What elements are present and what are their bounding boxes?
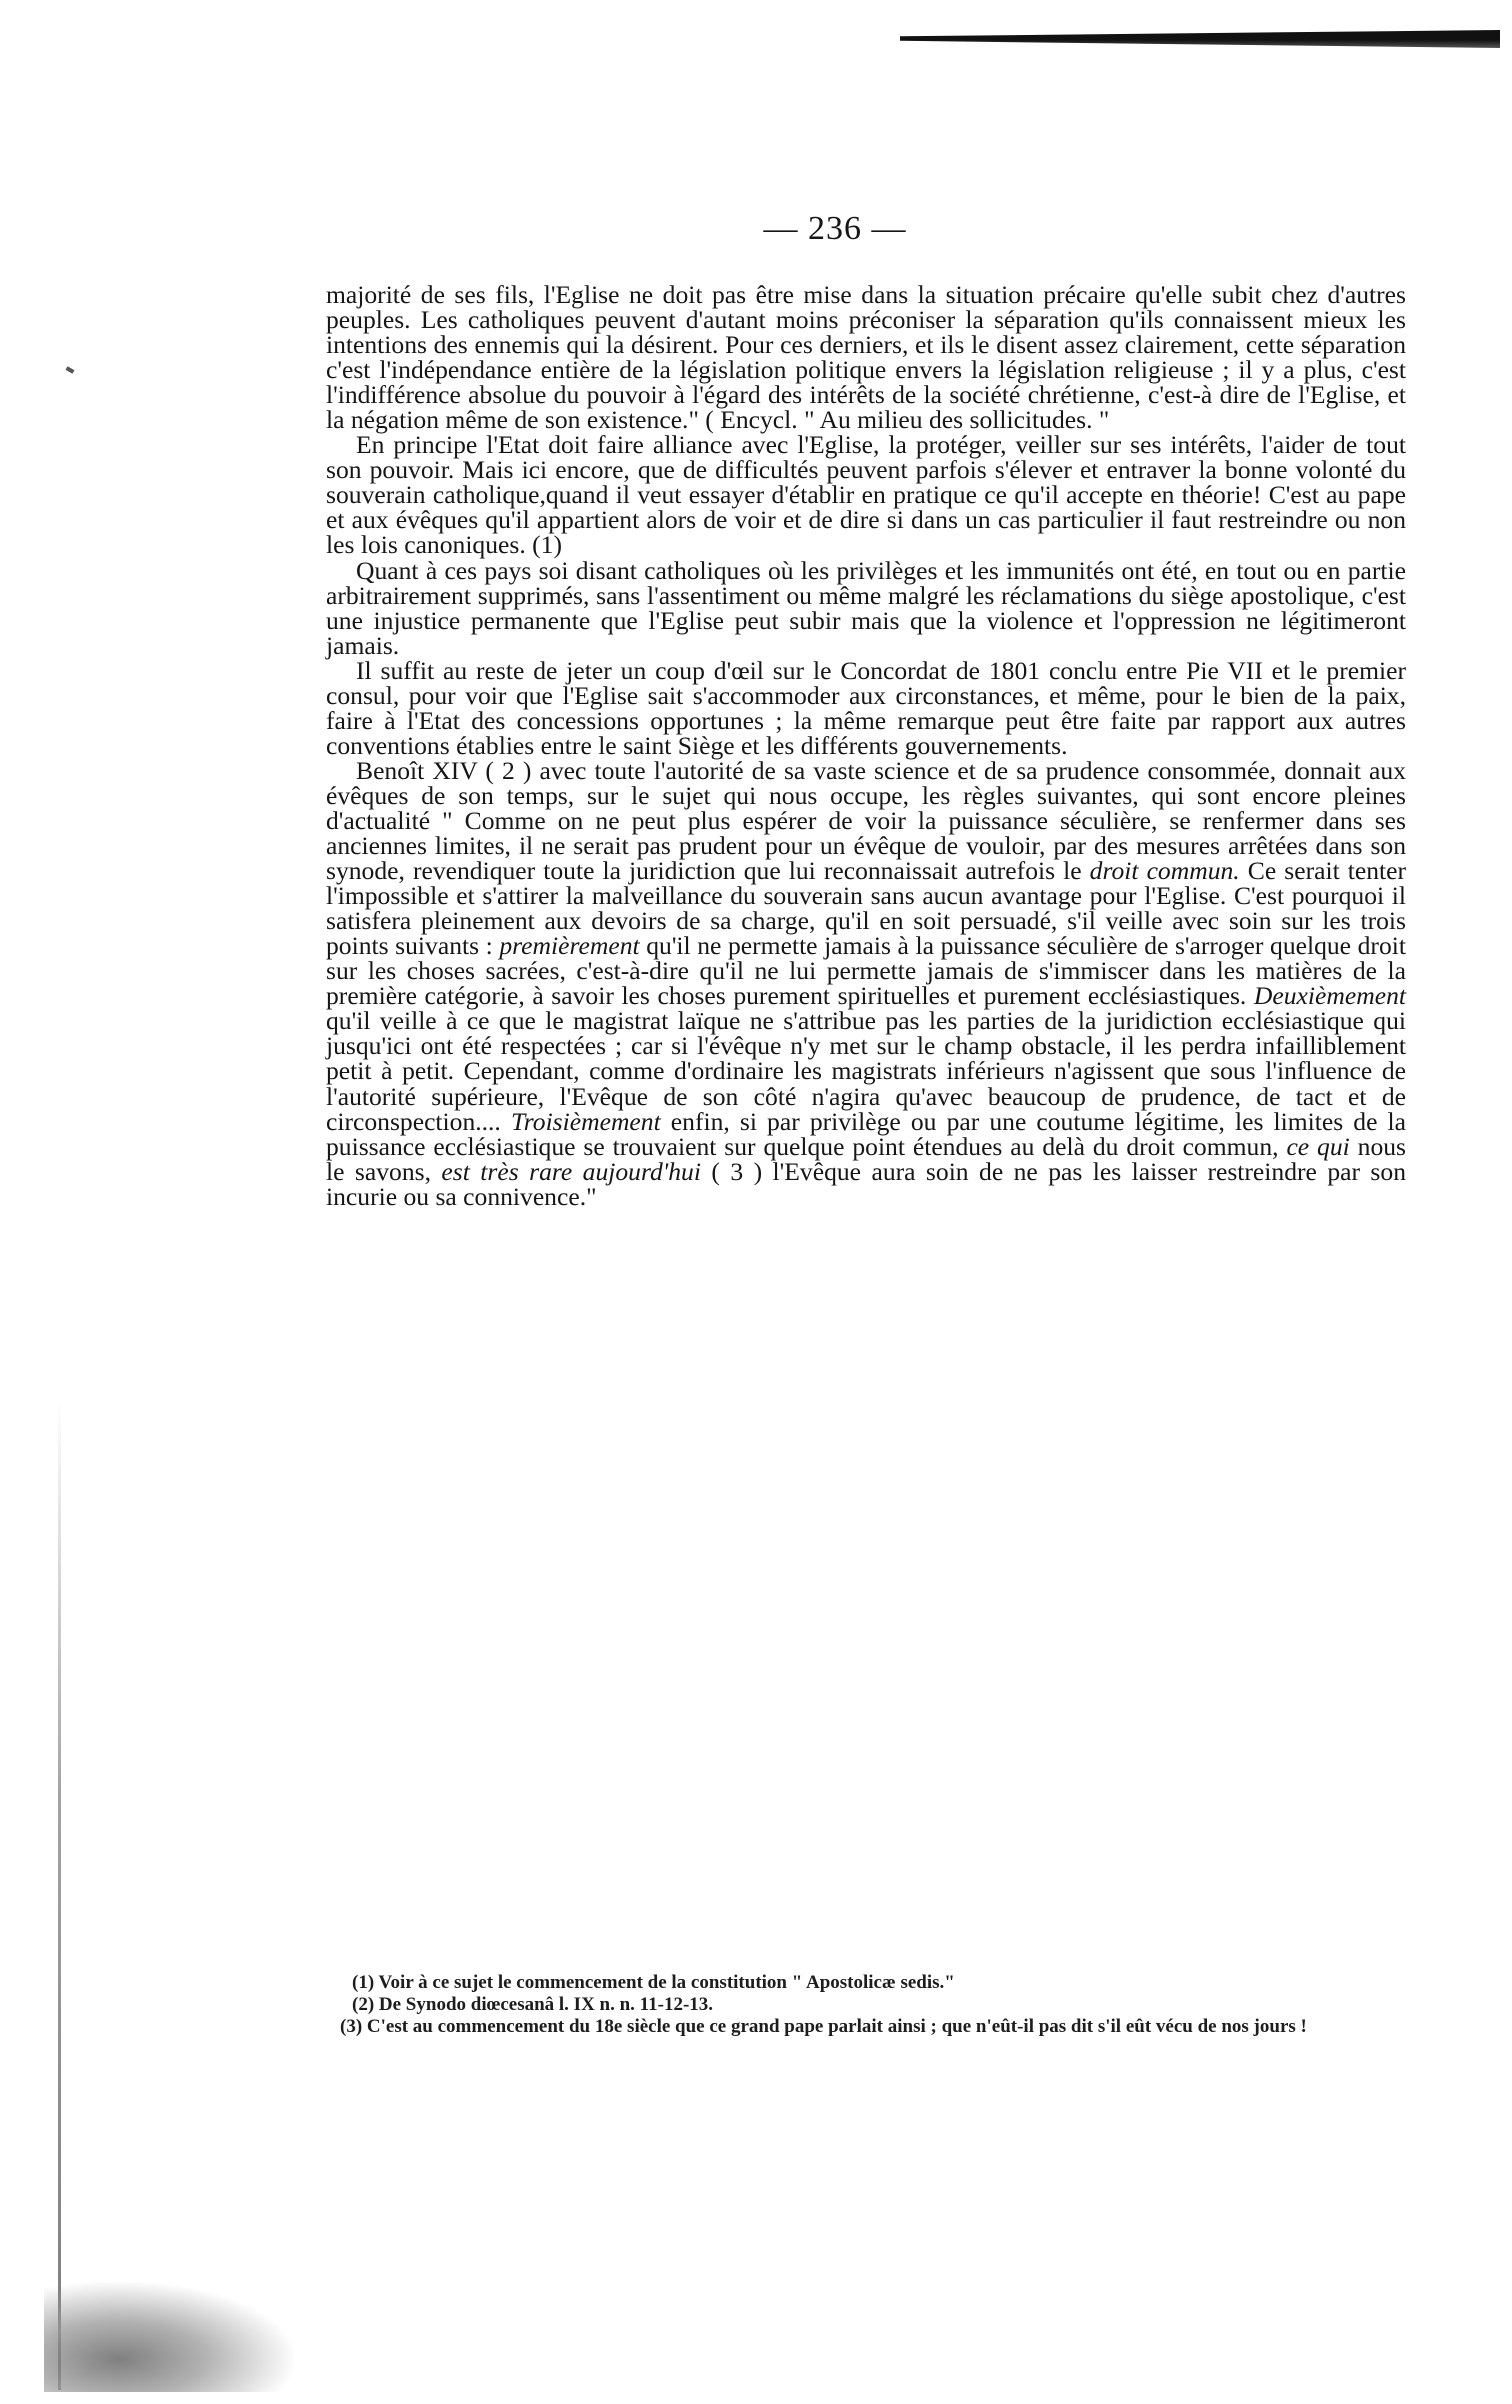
footnotes [340, 1972, 1410, 2038]
scan-edge-shadow [58, 1400, 61, 2390]
paragraph-concordat: Il suffit au reste de jeter un coup d'œil sur le Concordat de 1801 conclu entre Pie VII et le premier consul, pour voir que l'Eglise sait s'accommoder aux circonstances, et même, pour le bien de la paix, faire à l'Etat des concessions opportunes ; la même remarque peut être faite par rapport aux autres conventions établies entre le saint Siège et les différents gouvernements. [326, 655, 1406, 760]
italic-troisiemement: Troisièmement [510, 1106, 661, 1136]
italic-tres-rare: est très rare aujourd'hui [441, 1156, 701, 1186]
paragraph-catholic-countries: Quant à ces pays soi disant catholiques où les privilèges et les immunités ont été, en tout ou en partie arbitrairement supprimés, sans l'assentiment ou même malgré les réclamations du siège apostolique, c'est une injustice permanente que l'Eglise peut subir mais que la violence et l'oppression ne légitimeront jamais. [326, 555, 1406, 660]
italic-droit-commun: droit commun. [1089, 856, 1240, 886]
paragraph-benoit-xiv [326, 755, 1407, 1211]
italic-ce-qui: ce qui [1286, 1131, 1350, 1161]
paragraph-state-alliance: En principe l'Etat doit faire alliance avec l'Eglise, la protéger, veiller sur ses intérêts, l'aider de tout son pouvoir. Mais ici encore, que de difficultés peuvent parfois s'élever et entraver la bonne volonté du souverain catholique,quand il veut essayer d'établir en pratique ce qu'il accepte en théorie! C'est au pape et aux évêques qu'il appartient alors de voir et de dire si dans un cas particulier il faut restreindre ou non les lois canoniques. (1) [326, 430, 1406, 560]
benoit-text-1: Benoît XIV ( 2 ) avec toute l'autorité de sa vaste science et de sa prudence consommée, donnait aux évêques de son temps, sur le sujet qui nous occupe, les règles suivantes, qui sont encore pleines d'actualité " Comme on ne peut plus espérer de voir la puissance séculière, se renfermer dans ses anciennes limites, il ne serait pas prudent pour un évêque de vouloir, par des mesures arrêtées dans son synode, revendiquer toute la juridiction que lui reconnaissait autrefois le [326, 755, 1406, 886]
benoit-text-2: Ce serait tenter l'impossible et s'attirer la malveillance du souverain sans aucun avantage pour l'Eglise. C'est pourquoi il satisfera pleinement aux devoirs de sa charge, qu'il en soit persuadé, s'il veille avec soin sur les trois points suivants : [326, 856, 1407, 961]
body-text [326, 282, 1406, 1209]
paragraph-continuation: majorité de ses fils, l'Eglise ne doit pas être mise dans la situation précaire qu'elle subit chez d'autres peuples. Les catholiques peuvent d'autant moins préconiser la séparation qu'ils connaissent mieux les intentions des ennemis qui la désirent. Pour ces derniers, et ils le disent assez clairement, cette séparation c'est l'indépendance entière de la législation politique envers la législation religieuse ; il y a plus, c'est l'indifférence absolue du pouvoir à l'égard des intérêts de la société chrétienne, c'est-à dire de l'Eglise, et la négation même de son existence." ( Encycl. " Au milieu des sollicitudes. " [326, 280, 1406, 435]
footnote-2: (2) De Synodo diœcesanâ l. IX n. n. 11-12-13. [352, 1994, 714, 2015]
scan-corner-smudge [44, 2282, 294, 2392]
footnote-3: (3) C'est au commencement du 18e siècle que ce grand pape parlait ainsi ; que n'eût-il pas dit s'il eût vécu de nos jours ! [340, 2016, 1307, 2037]
page-top-rule [900, 30, 1500, 48]
benoit-text-5: enfin, si par privilège ou par une coutume légitime, les limites de la puissance ecclésiastique se trouvaient sur quelque point étendues au delà du droit commun, [326, 1106, 1407, 1161]
italic-premierement: premièrement [499, 931, 640, 961]
benoit-text-3: qu'il ne permette jamais à la puissance séculière de s'arroger quelque droit sur les choses sacrées, c'est-à-dire qu'il ne lui permette jamais de s'immiscer dans les matières de la première catégorie, à savoir les choses purement spirituelles et purement ecclésiastiques. [326, 931, 1406, 1011]
benoit-text-4: qu'il veille à ce que le magistrat laïque ne s'attribue pas les parties de la juridiction ecclésiastique qui jusqu'ici ont été respectées ; car si l'évêque n'y met sur le champ obstacle, il les perdra infailliblement petit à petit. Cependant, comme d'ordinaire les magistrats inférieurs n'agissent que sous l'influence de l'autorité supérieure, l'Evêque de son côté n'agira qu'avec beaucoup de prudence, de tact et de circonspection.... [326, 1006, 1406, 1136]
benoit-text-7: ( 3 ) l'Evêque aura soin de ne pas les laisser restreindre par son incurie ou sa connivence." [326, 1156, 1406, 1211]
italic-deuxiemement: Deuxièmement [1253, 981, 1406, 1011]
stray-ink-mark [66, 366, 75, 373]
footnote-1: (1) Voir à ce sujet le commencement de la constitution " Apostolicæ sedis." [352, 1972, 955, 1993]
benoit-text-6: nous le savons, [326, 1131, 1407, 1186]
page-number: — 236 — [763, 210, 907, 247]
